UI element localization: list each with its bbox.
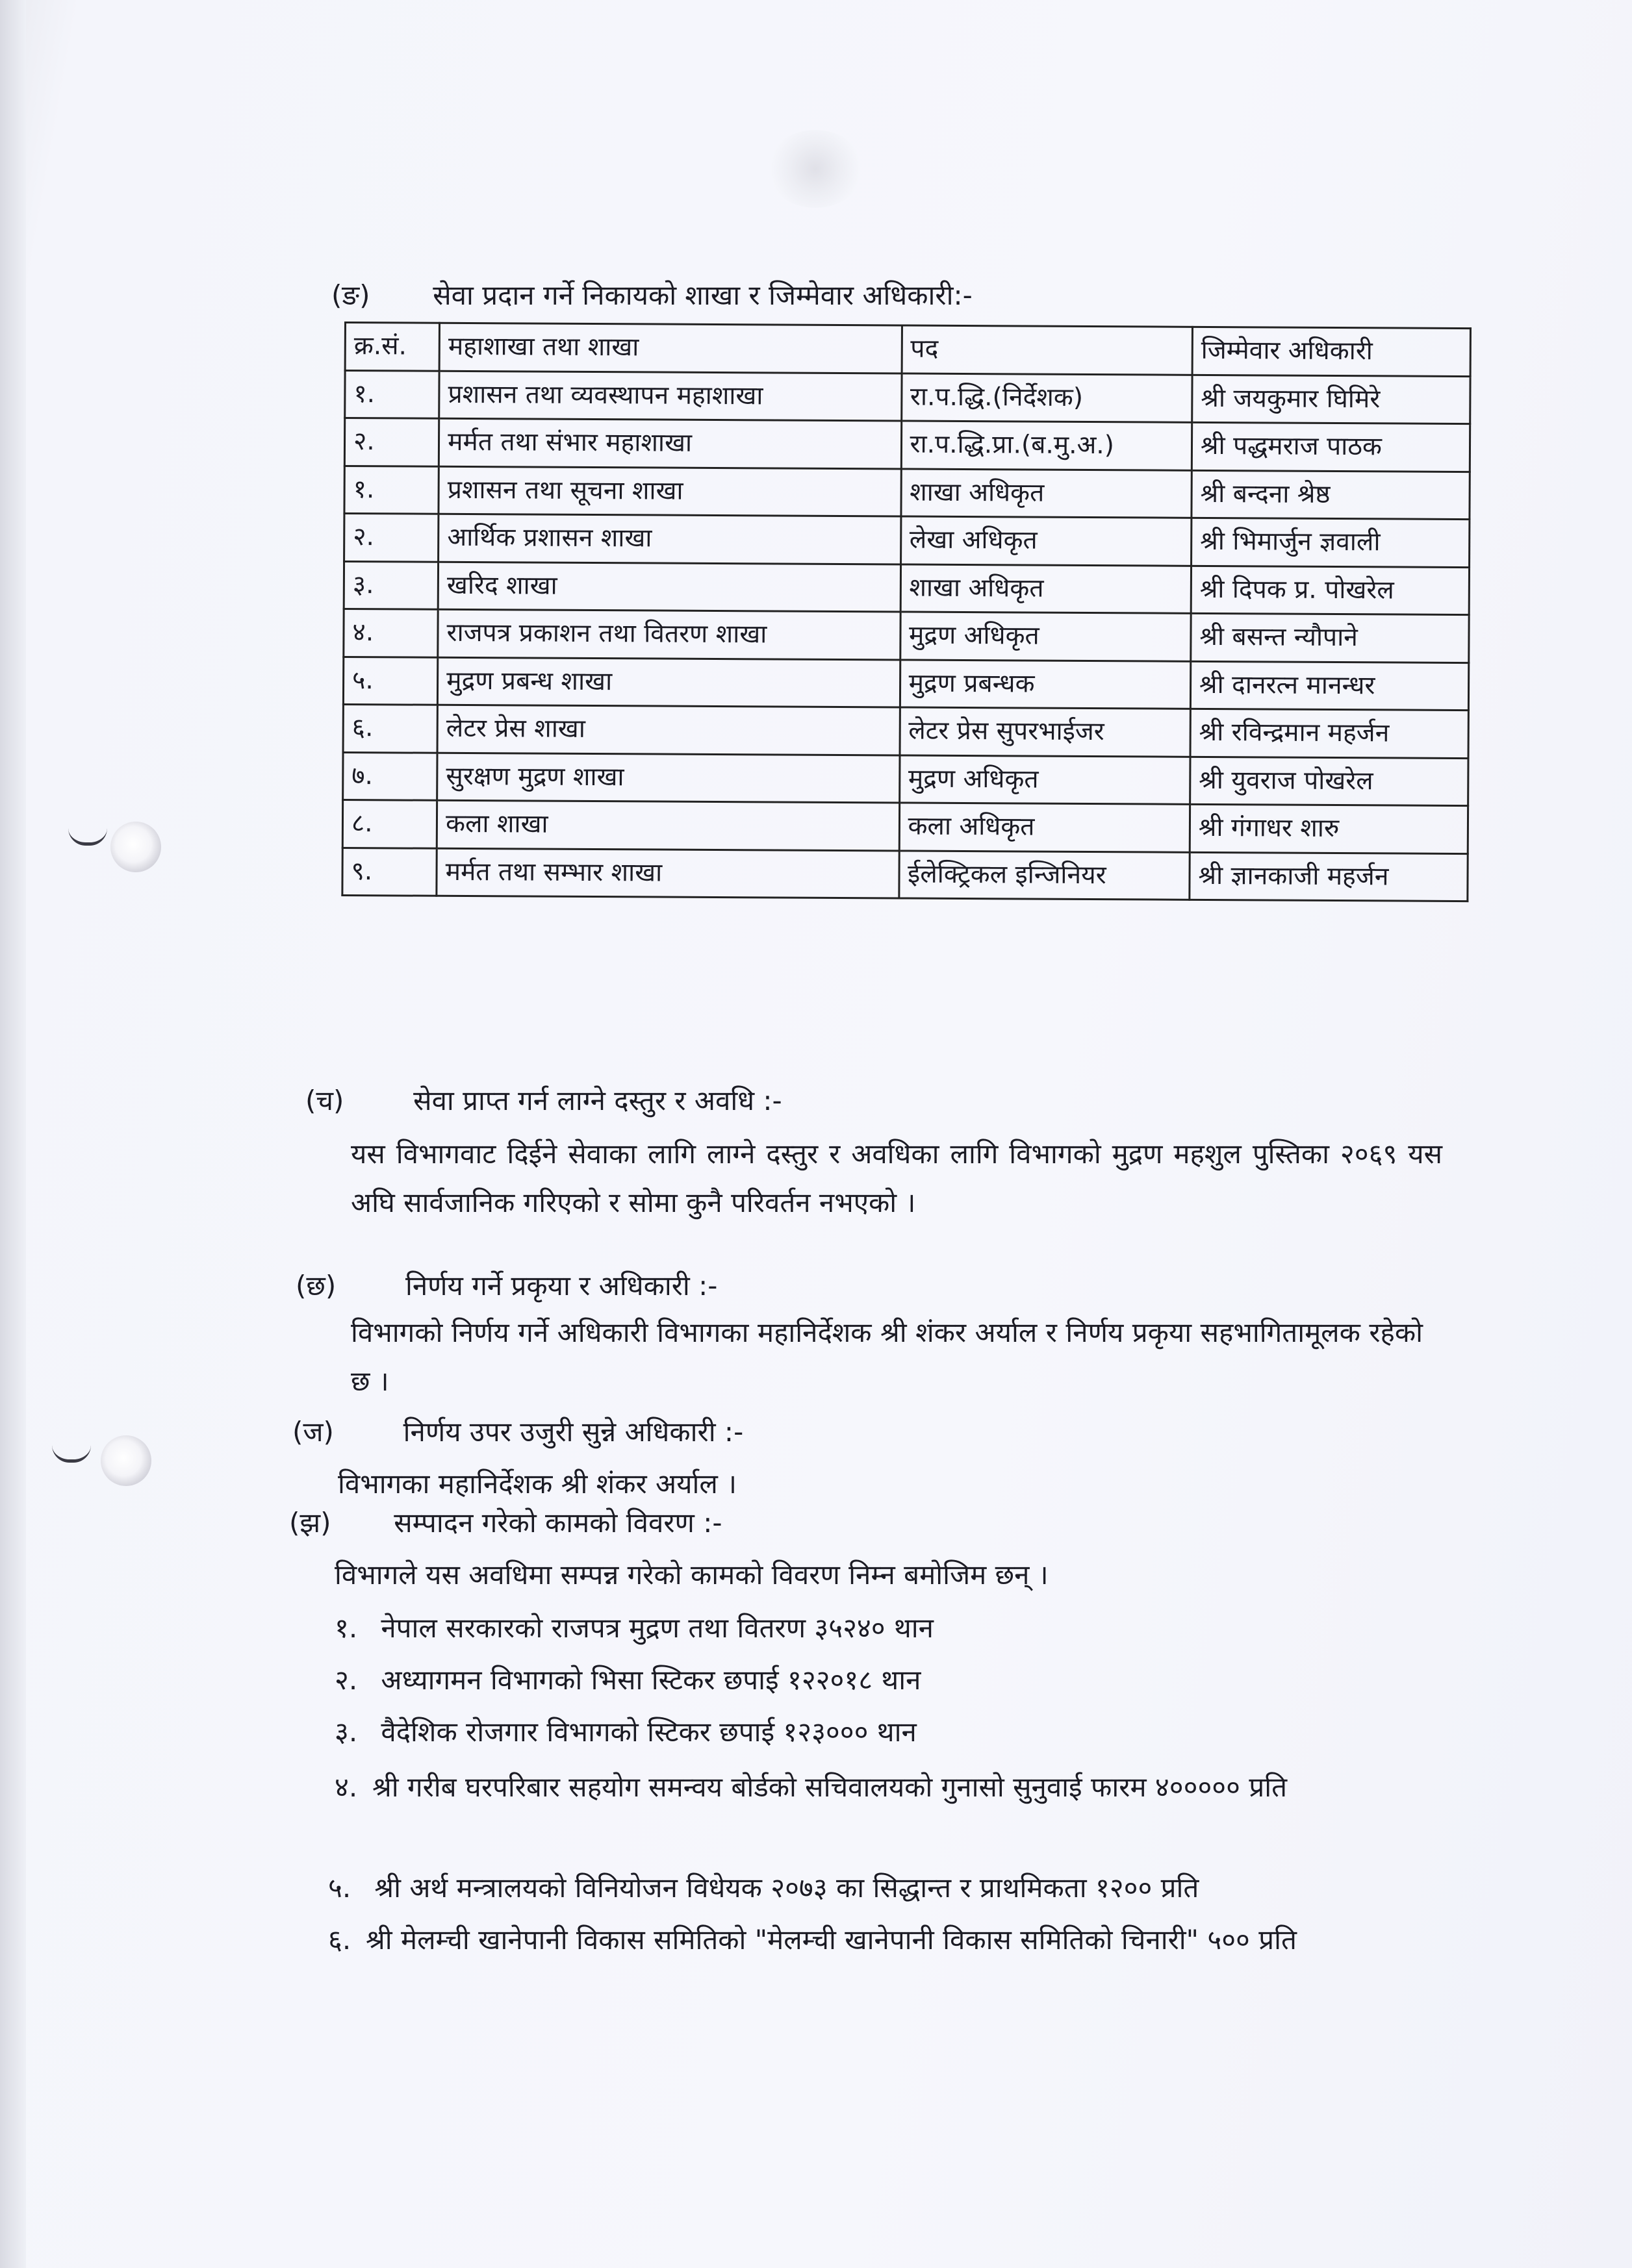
row-officer: श्री भिमार्जुन ज्ञवाली bbox=[1191, 518, 1469, 567]
table-row bbox=[343, 657, 1468, 711]
row-branch: राजपत्र प्रकाशन तथा वितरण शाखा bbox=[438, 609, 900, 659]
section-cha-marker: (च) bbox=[305, 1085, 344, 1116]
section-jha-heading bbox=[289, 1507, 722, 1539]
list-item-text: नेपाल सरकारको राजपत्र मुद्रण तथा वितरण ३५२४० थान bbox=[381, 1612, 934, 1644]
row-post: लेटर प्रेस सुपरभाईजर bbox=[900, 707, 1191, 757]
section-cha-heading bbox=[305, 1085, 782, 1117]
punch-hole-upper bbox=[110, 822, 161, 872]
list-item bbox=[328, 1916, 1410, 1964]
table-row bbox=[343, 752, 1468, 806]
paper-left-edge bbox=[0, 0, 26, 2268]
section-nga-title: सेवा प्रदान गर्ने निकायको शाखा र जिम्मेवार अधिकारी:- bbox=[433, 279, 973, 311]
row-officer: श्री दानरत्न मानन्धर bbox=[1190, 661, 1468, 711]
list-item-text: अध्यागमन विभागको भिसा स्टिकर छपाई १२२०१८ थान bbox=[381, 1664, 921, 1696]
list-item-number: ३. bbox=[335, 1716, 358, 1748]
row-officer: श्री बन्दना श्रेष्ठ bbox=[1192, 470, 1470, 520]
header-post: पद bbox=[902, 325, 1193, 375]
row-post: कला अधिकृत bbox=[899, 803, 1190, 852]
list-item-number: २. bbox=[335, 1664, 358, 1696]
row-branch: मुद्रण प्रबन्ध शाखा bbox=[438, 657, 900, 707]
row-branch: प्रशासन तथा सूचना शाखा bbox=[439, 466, 901, 516]
row-post: मुद्रण अधिकृत bbox=[900, 612, 1191, 661]
row-branch: मर्मत तथा सम्भार शाखा bbox=[437, 848, 899, 898]
row-officer: श्री बसन्त न्यौपाने bbox=[1191, 613, 1469, 662]
punch-hole-lower bbox=[101, 1435, 151, 1486]
table-row bbox=[344, 561, 1469, 615]
row-branch: आर्थिक प्रशासन शाखा bbox=[439, 514, 901, 564]
list-item-text: वैदेशिक रोजगार विभागको स्टिकर छपाई १२३००० थान bbox=[381, 1716, 917, 1748]
row-officer: श्री जयकुमार घिमिरे bbox=[1192, 375, 1470, 424]
responsible-officers-table bbox=[341, 321, 1472, 902]
list-item-number: ४. bbox=[335, 1771, 358, 1803]
table-row bbox=[344, 609, 1469, 663]
row-post: शाखा अधिकृत bbox=[900, 564, 1192, 613]
row-serial: ३. bbox=[344, 561, 439, 609]
row-serial: २. bbox=[344, 514, 439, 562]
row-serial: २. bbox=[344, 418, 439, 466]
list-item-number: ५. bbox=[328, 1872, 351, 1904]
header-serial: क्र.सं. bbox=[345, 323, 440, 371]
row-branch: कला शाखा bbox=[437, 800, 899, 850]
row-post: रा.प.द्धि.(निर्देशक) bbox=[901, 373, 1192, 422]
row-serial: ८. bbox=[342, 800, 437, 848]
row-serial: १. bbox=[345, 370, 440, 418]
row-serial: १. bbox=[344, 466, 439, 514]
section-jha-marker: (झ) bbox=[289, 1507, 331, 1539]
table-row bbox=[344, 418, 1470, 472]
list-item bbox=[335, 1708, 917, 1756]
list-item bbox=[328, 1864, 1199, 1912]
section-ja-body: विभागका महानिर्देशक श्री शंकर अर्याल । bbox=[338, 1468, 737, 1500]
section-nga-heading bbox=[331, 279, 973, 312]
row-post: शाखा अधिकृत bbox=[901, 468, 1192, 518]
header-branch: महाशाखा तथा शाखा bbox=[439, 323, 902, 373]
section-chha-marker: (छ) bbox=[296, 1270, 337, 1302]
section-ja-title: निर्णय उपर उजुरी सुन्ने अधिकारी :- bbox=[403, 1416, 744, 1448]
table-row bbox=[342, 800, 1468, 853]
table-row bbox=[343, 704, 1468, 758]
row-officer: श्री पद्धमराज पाठक bbox=[1192, 422, 1470, 472]
row-post: रा.प.द्धि.प्रा.(ब.मु.अ.) bbox=[901, 421, 1192, 470]
row-branch: मर्मत तथा संभार महाशाखा bbox=[439, 418, 901, 468]
list-item bbox=[335, 1604, 934, 1652]
section-jha-title: सम्पादन गरेको कामको विवरण :- bbox=[394, 1507, 722, 1539]
list-item bbox=[335, 1656, 921, 1704]
section-chha-body: विभागको निर्णय गर्ने अधिकारी विभागका महानिर्देशक श्री शंकर अर्याल र निर्णय प्रकृया सहभागितामूलक रहेको छ । bbox=[351, 1317, 1423, 1397]
row-serial: ४. bbox=[344, 609, 439, 657]
row-branch: लेटर प्रेस शाखा bbox=[437, 705, 900, 755]
row-serial: ५. bbox=[343, 657, 438, 705]
header-officer: जिम्मेवार अधिकारी bbox=[1192, 327, 1470, 376]
row-officer: श्री रविन्द्रमान महर्जन bbox=[1190, 709, 1468, 758]
row-post: मुद्रण प्रबन्धक bbox=[900, 659, 1191, 709]
list-item-number: १. bbox=[335, 1612, 358, 1644]
row-officer: श्री गंगाधर शारु bbox=[1190, 804, 1468, 853]
section-jha-intro: विभागले यस अवधिमा सम्पन्न गरेको कामको विवरण निम्न बमोजिम छन् । bbox=[335, 1559, 1049, 1591]
section-ja-marker: (ज) bbox=[292, 1416, 334, 1448]
ink-smudge bbox=[767, 130, 864, 208]
list-item-number: ६. bbox=[328, 1924, 351, 1956]
list-item-text: श्री गरीब घरपरिबार सहयोग समन्वय बोर्डको सचिवालयको गुनासो सुनुवाई फारम ४००००० प्रति bbox=[372, 1771, 1288, 1803]
row-serial: ६. bbox=[343, 704, 438, 752]
section-cha-title: सेवा प्राप्त गर्न लाग्ने दस्तुर र अवधि :- bbox=[413, 1085, 782, 1116]
table-row bbox=[344, 514, 1470, 568]
row-serial: ७. bbox=[343, 752, 438, 800]
table-row bbox=[342, 848, 1468, 901]
section-chha-heading bbox=[296, 1270, 717, 1302]
row-officer: श्री युवराज पोखरेल bbox=[1190, 757, 1468, 806]
row-branch: सुरक्षण मुद्रण शाखा bbox=[437, 753, 900, 803]
list-item-text: श्री अर्थ मन्त्रालयको विनियोजन विधेयक २०७३ का सिद्धान्त र प्राथमिकता १२०० प्रति bbox=[374, 1872, 1199, 1904]
section-cha-body: यस विभागवाट दिईने सेवाका लागि लाग्ने दस्तुर र अवधिका लागि विभागको मुद्रण महशुल पुस्तिका २०६९ यस अघि सार्वजानिक गरिएको र सोमा कुनै परिवर्तन नभएको । bbox=[351, 1138, 1442, 1218]
section-chha-title: निर्णय गर्ने प्रकृया र अधिकारी :- bbox=[405, 1270, 718, 1302]
row-serial: ९. bbox=[342, 848, 437, 896]
row-officer: श्री ज्ञानकाजी महर्जन bbox=[1190, 852, 1468, 901]
row-post: मुद्रण अधिकृत bbox=[899, 755, 1190, 804]
section-nga-marker: (ङ) bbox=[331, 279, 370, 311]
table-header-row bbox=[345, 323, 1470, 377]
list-item-text: श्री मेलम्ची खानेपानी विकास समितिको "मेलम्ची खानेपानी विकास समितिको चिनारी" ५०० प्रति bbox=[366, 1924, 1297, 1956]
row-post: ईलेक्ट्रिकल इन्जिनियर bbox=[899, 850, 1190, 900]
row-branch: खरिद शाखा bbox=[438, 562, 900, 612]
section-ja-heading bbox=[292, 1416, 743, 1448]
row-post: लेखा अधिकृत bbox=[900, 516, 1192, 566]
table-row bbox=[345, 370, 1470, 424]
row-branch: प्रशासन तथा व्यवस्थापन महाशाखा bbox=[439, 371, 902, 421]
row-officer: श्री दिपक प्र. पोखरेल bbox=[1191, 566, 1469, 615]
table-row bbox=[344, 466, 1470, 520]
list-item bbox=[335, 1763, 1407, 1811]
